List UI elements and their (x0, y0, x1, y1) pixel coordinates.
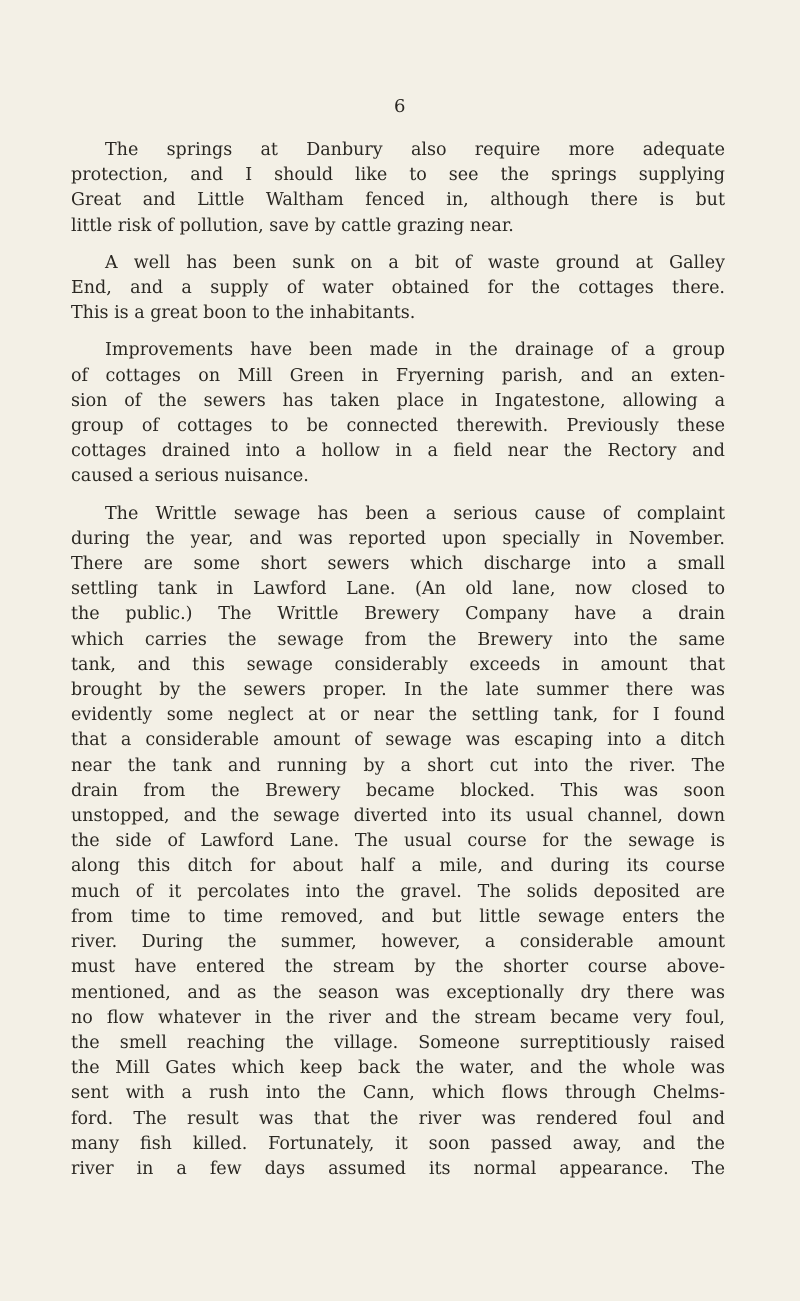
text-line: river. During the summer, however, a considerable amount (71, 932, 725, 953)
text-line: brought by the sewers proper. In the late summer there was (71, 680, 725, 701)
paragraph (71, 338, 725, 489)
text-line: no flow whatever in the river and the stream became very foul, (71, 1007, 725, 1028)
text-line: along this ditch for about half a mile, and during its course (71, 856, 725, 877)
text-line: protection, and I should like to see the springs supplying (71, 165, 725, 186)
text-line: must have entered the stream by the shorter course above- (71, 957, 725, 978)
text-line: Improvements have been made in the drainage of a group (105, 340, 725, 361)
paragraph (71, 138, 725, 239)
text-line: mentioned, and as the season was exceptionally dry there was (71, 982, 725, 1003)
text-line: from time to time removed, and but little sewage enters the (71, 906, 725, 927)
text-line: during the year, and was reported upon specially in November. (71, 528, 725, 549)
text-line: which carries the sewage from the Brewery into the same (71, 629, 725, 650)
text-line: that a considerable amount of sewage was escaping into a ditch (71, 730, 725, 751)
text-line: tank, and this sewage considerably exceeds in amount that (71, 654, 725, 675)
text-line: sent with a rush into the Cann, which flows through Chelms- (71, 1083, 725, 1104)
text-line: A well has been sunk on a bit of waste ground at Galley (105, 252, 725, 273)
text-line: Great and Little Waltham fenced in, although there is but (71, 190, 725, 211)
page-number: 6 (394, 96, 406, 117)
text-line: drain from the Brewery became blocked. This was soon (71, 780, 725, 801)
text-line: the side of Lawford Lane. The usual course for the sewage is (71, 831, 725, 852)
text-line: little risk of pollution, save by cattle grazing near. (71, 215, 514, 236)
text-line: There are some short sewers which discharge into a small (71, 554, 725, 575)
text-line: the smell reaching the village. Someone surreptitiously raised (71, 1032, 725, 1053)
text-line: The springs at Danbury also require more adequate (105, 140, 725, 160)
text-line: This is a great boon to the inhabitants. (71, 303, 416, 324)
text-line: caused a serious nuisance. (71, 466, 309, 487)
text-line: group of cottages to be connected therewith. Previously these (71, 416, 725, 437)
text-line: river in a few days assumed its normal appearance. The (71, 1158, 725, 1179)
paragraph (71, 251, 725, 327)
text-line: ford. The result was that the river was rendered foul and (71, 1108, 725, 1129)
text-line: cottages drained into a hollow in a field near the Rectory and (71, 441, 725, 462)
text-line: sion of the sewers has taken place in Ingatestone, allowing a (71, 390, 725, 411)
text-line: much of it percolates into the gravel. The solids deposited are (71, 881, 725, 902)
text-line: unstopped, and the sewage diverted into its usual channel, down (71, 806, 725, 827)
text-line: The Writtle sewage has been a serious cause of complaint (105, 503, 725, 524)
body-text (71, 138, 725, 1194)
paragraph (71, 502, 725, 1182)
text-line: of cottages on Mill Green in Fryerning parish, and an exten- (71, 365, 725, 386)
text-line: End, and a supply of water obtained for the cottages there. (71, 278, 725, 299)
text-line: many fish killed. Fortunately, it soon passed away, and the (71, 1133, 725, 1154)
text-line: the Mill Gates which keep back the water, and the whole was (71, 1058, 725, 1079)
text-line: settling tank in Lawford Lane. (An old lane, now closed to (71, 579, 725, 600)
text-line: near the tank and running by a short cut into the river. The (71, 755, 725, 776)
text-line: the public.) The Writtle Brewery Company have a drain (71, 604, 725, 625)
text-line: evidently some neglect at or near the settling tank, for I found (71, 705, 725, 726)
